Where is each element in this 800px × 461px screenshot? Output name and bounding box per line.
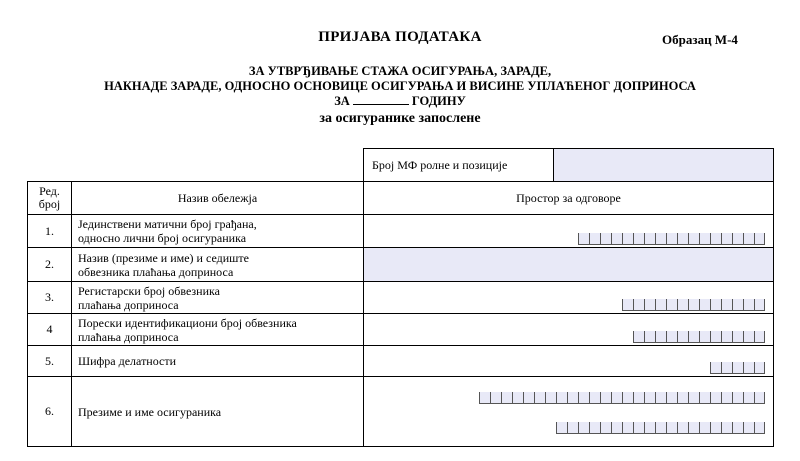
- table-row: [28, 248, 774, 282]
- form-code: Образац М-4: [662, 32, 738, 47]
- insured-name-digit-boxes[interactable]: [364, 377, 774, 447]
- subtitle-line-3: [0, 94, 800, 108]
- jmbg-digit-boxes[interactable]: [364, 215, 774, 248]
- mf-label: Број МФ ролне и позиције: [364, 149, 554, 182]
- year-suffix: ГОДИНУ: [411, 94, 466, 108]
- table-row: [28, 377, 774, 447]
- row-label: Порески идентификациони број обвезника плаћања доприноса: [72, 314, 364, 346]
- row-label: Назив (презиме и име) и седиште обвезника плаћања доприноса: [72, 248, 364, 282]
- row-label: Регистарски број обвезника плаћања доприноса: [72, 282, 364, 314]
- col-header-name: Назив обележја: [72, 182, 364, 215]
- subtitle-line-4: за осигуранике запослене: [319, 111, 481, 126]
- table-header-row: [28, 182, 774, 215]
- row-label: Шифра делатности: [72, 346, 364, 377]
- subtitle-line-1: ЗА УТВРЂИВАЊЕ СТАЖА ОСИГУРАЊА, ЗАРАДЕ,: [248, 64, 552, 78]
- subtitle-line-2: НАКНАДЕ ЗАРАДЕ, ОДНОСНО ОСНОВИЦЕ ОСИГУРАЊА И ВИСИНЕ УПЛАЋЕНОГ ДОПРИНОСА: [104, 79, 696, 93]
- table-row: [28, 314, 774, 346]
- row-label: Презиме и име осигураника: [72, 377, 364, 447]
- row-number: 5.: [28, 346, 72, 377]
- registration-digit-boxes[interactable]: [364, 282, 774, 314]
- year-prefix: ЗА: [334, 94, 350, 108]
- data-form-table: [27, 148, 774, 447]
- mf-input[interactable]: [554, 149, 774, 182]
- row-label: Јединствени матични број грађана, односно лични број осигураника: [72, 215, 364, 248]
- table-row: [28, 215, 774, 248]
- table-row: [28, 282, 774, 314]
- row-number: 2.: [28, 248, 72, 282]
- form-title: ПРИЈАВА ПОДАТАКА: [318, 29, 482, 45]
- row-number: 4: [28, 314, 72, 346]
- row-number: 3.: [28, 282, 72, 314]
- table-row: [28, 346, 774, 377]
- payer-name-field[interactable]: [364, 248, 774, 282]
- year-blank-field[interactable]: [353, 94, 409, 105]
- col-header-answer: Простор за одговоре: [364, 182, 774, 215]
- mf-row: [28, 149, 774, 182]
- col-header-num: Ред. број: [28, 182, 72, 215]
- activity-code-digit-boxes[interactable]: [364, 346, 774, 377]
- pib-digit-boxes[interactable]: [364, 314, 774, 346]
- row-number: 1.: [28, 215, 72, 248]
- row-number: 6.: [28, 377, 72, 447]
